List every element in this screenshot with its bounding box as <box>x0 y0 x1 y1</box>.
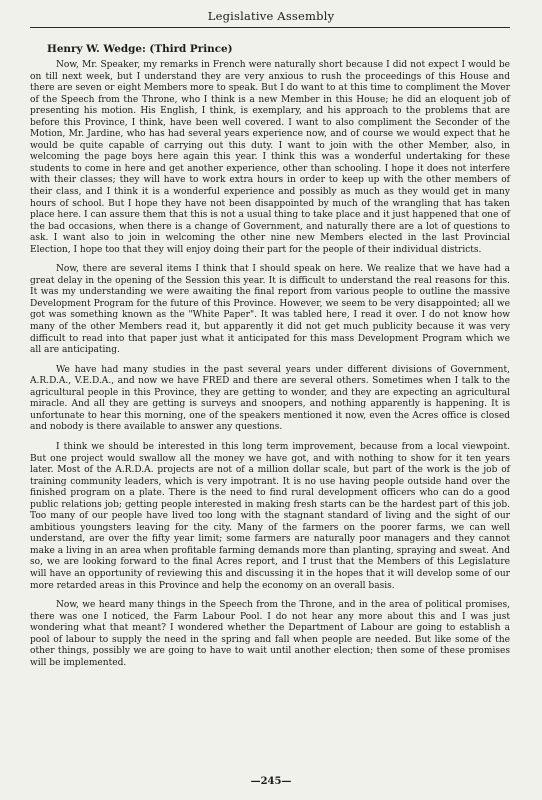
running-head: Legislative Assembly <box>207 9 335 23</box>
body-text <box>30 60 510 677</box>
paragraph-5: Now, we heard many things in the Speech from the Throne, and in the area of political promises, there was one I noticed, the Farm Labour Pool. I do not hear any more about this and I was just wondering what that meant? I wondered whether the Department of Labour are going to establish a pool of labour to supply the need in the spring and fall when people are needed. But like some of the other things, possibly we are going to have to wait until another election; then some of these promises will be implemented. <box>30 600 510 668</box>
header-rule <box>30 27 510 28</box>
paragraph-2: Now, there are several items I think that I should speak on here. We realize that we have had a great delay in the opening of the Session this year. It is difficult to understand the real reasons for this. It was my understanding we were awaiting the final report from various people to outline the massive Development Program for the future of this Province. However, we seem to be very disappointed; all we got was something known as the "White Paper". It was tabled here, I read it over. I do not know how many of the other Members read it, but apparently it did not get much publicity because it was very difficult to read into that paper just what it anticipated for this mass Development Program which we all are anticipating. <box>30 264 510 356</box>
paragraph-4: I think we should be interested in this long term improvement, because from a local viewpoint. But one project would swallow all the money we have got, and with nothing to show for it ten years later. Most of the A.R.D.A. projects are not of a million dollar scale, but part of the work is the job of training community leaders, which is very impotrant. It is no use having people outside hand over the finished program on a plate. There is the need to find rural development officers who can do a good public relations job; getting people interested in making fresh starts can be the hardest part of this job. Too many of our people have lived too long with the stagnant standard of living and the sight of our ambitious youngsters leaving for the city. Many of the farmers on the poorer farms, we can well understand, are over the fifty year limit; some farmers are naturally poor managers and they cannot make a living in an area when profitable farming demands more than planting, spraying and sweat. And so, we are looking forward to the final Acres report, and I trust that the Members of this Legislature will have an opportunity of reviewing this and discussing it in the hopes that it will develop some of our more retarded areas in this Province and help the economy on an overall basis. <box>30 441 510 591</box>
page-number: —245— <box>250 776 292 787</box>
paragraph-3: We have had many studies in the past several years under different divisions of Government, A.R.D.A., V.E.D.A., and now we have FRED and there are several others. Sometimes when I talk to the agricultural people in this Province, they are getting to wonder, and they are expecting an agricultural miracle. And all they are getting is surveys and snoopers, and nothing apparently is happening. It is unfortunate to hear this morning, one of the speakers mentioned it now, even the Acres office is closed and nobody is there available to answer any questions. <box>30 364 510 433</box>
paragraph-1: Now, Mr. Speaker, my remarks in French were naturally short because I did not expect I would be on till next week, but I understand they are very anxious to rush the proceedings of this House and there are seven or eight Members more to speak. But I do want to at this time to compliment the Mover of the Speech from the Throne, who I think is a new Member in this House; he did an eloquent job of presenting his motion. His English, I think, is exemplary, and his approach to the problems that are before this Province, I think, have been well covered. I want to also compliment the Seconder of the Motion, Mr. Jardine, who has had several years experience now, and of course we would expect that he would be quite capable of carrying out this duty. I want to join with the other Member, also, in welcoming the page boys here again this year. I think this was a wonderful undertaking for these students to come in here and get another experience, other than schooling. I hope it does not interfere with their classes; they will have to work extra hours in order to keep up with the other members of their class, and I think it is a wonderful experience and possibly as much as they would get in many hours of school. But I hope they have not been disappointed by much of the wrangling that has taken place here. I can assure them that this is not a usual thing to take place and it just happened that one of the bad occasions, when there is a change of Government, and naturally there are a lot of questions to ask. I want also to join in welcoming the other nine new Members elected in the last Provincial Election, I hope too that they will enjoy doing their part for the people of their individual districts. <box>30 60 510 255</box>
speaker-name: Henry W. Wedge: (Third Prince) <box>47 43 233 55</box>
